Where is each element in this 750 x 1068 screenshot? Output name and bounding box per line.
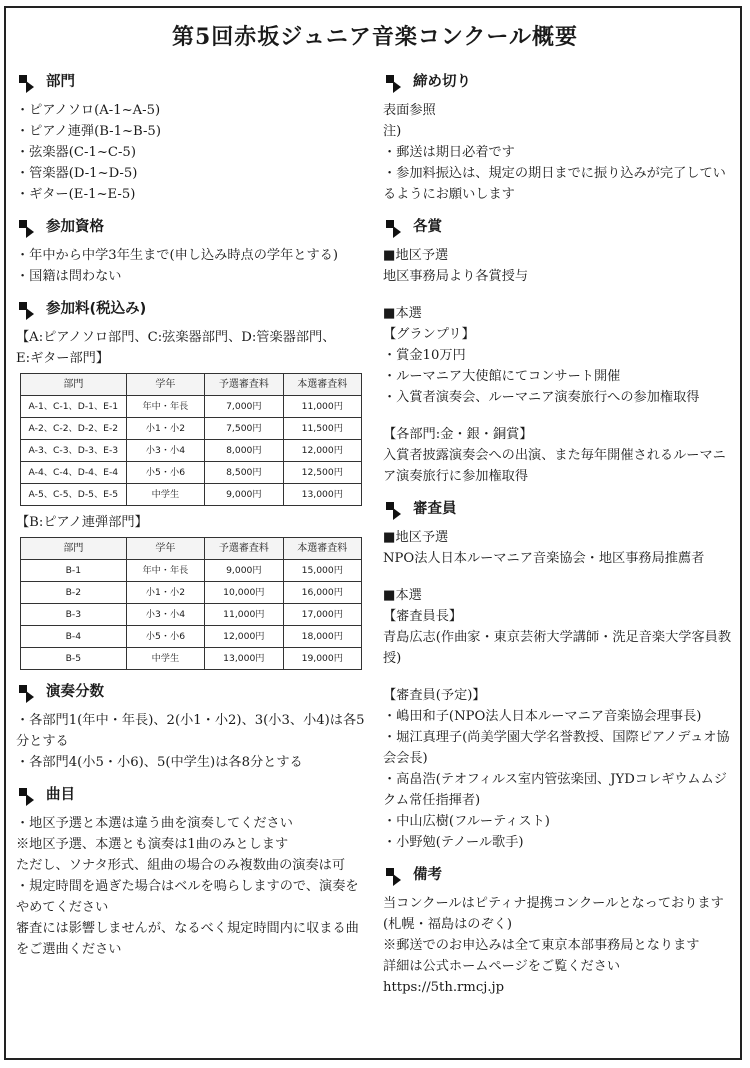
section-bumon bbox=[16, 70, 366, 205]
group-a-label-cont: E:ギター部門】 bbox=[16, 351, 110, 366]
table-cell: 18,000円 bbox=[283, 626, 361, 648]
section-bullet-icon bbox=[16, 300, 38, 318]
text-line: 青島広志(作曲家・東京芸術大学講師・洗足音楽大学客員教授) bbox=[383, 630, 732, 666]
section-heading bbox=[16, 680, 366, 704]
list-item: ・ピアノ連弾(B-1~B-5) bbox=[16, 124, 161, 139]
table-cell: 中学生 bbox=[126, 484, 204, 506]
fee-table-b bbox=[20, 537, 362, 670]
sub-label: ■地区予選 bbox=[383, 248, 449, 263]
section-kyoku bbox=[16, 783, 366, 960]
list-item: ・高畠浩(テオフィルス室内管弦楽団、JYDコレギウムムジクム常任指揮者) bbox=[383, 772, 727, 808]
list-item: ・国籍は問わない bbox=[16, 269, 122, 284]
table-cell: 7,500円 bbox=[205, 418, 283, 440]
section-bikou bbox=[383, 863, 735, 998]
list-item: ・規定時間を過ぎた場合はベルを鳴らしますので、演奏をやめてください bbox=[16, 879, 359, 915]
text-line: 地区事務局より各賞授与 bbox=[383, 269, 529, 284]
header-cell: 学年 bbox=[126, 374, 204, 396]
table-cell: 9,000円 bbox=[205, 484, 283, 506]
heading-text: 曲目 bbox=[46, 787, 75, 803]
text-line: 詳細は公式ホームページをご覧ください bbox=[383, 959, 621, 974]
table-row bbox=[21, 560, 362, 582]
section-bullet-icon bbox=[16, 786, 38, 804]
table-row bbox=[21, 626, 362, 648]
table-cell: 19,000円 bbox=[283, 648, 361, 670]
table-cell: 11,000円 bbox=[205, 604, 283, 626]
table-cell: 年中・年長 bbox=[126, 396, 204, 418]
list-item: ・中山広樹(フルーティスト) bbox=[383, 814, 550, 829]
header-cell: 予選審査料 bbox=[205, 538, 283, 560]
table-cell: A-2、C-2、D-2、E-2 bbox=[21, 418, 127, 440]
section-heading bbox=[16, 215, 366, 239]
text-line: NPO法人日本ルーマニア音楽協会・地区事務局推薦者 bbox=[383, 551, 705, 566]
list-item: ・入賞者演奏会、ルーマニア演奏旅行への参加権取得 bbox=[383, 390, 700, 405]
header-cell: 部門 bbox=[21, 538, 127, 560]
list-item: ※地区予選、本選とも演奏は1曲のみとします bbox=[16, 837, 289, 852]
heading-text: 部門 bbox=[46, 74, 75, 90]
table-cell: A-3、C-3、D-3、E-3 bbox=[21, 440, 127, 462]
section-bullet-icon bbox=[16, 218, 38, 236]
fee-table-a bbox=[20, 373, 362, 506]
sub-label: ■本選 bbox=[383, 588, 422, 603]
section-bullet-icon bbox=[383, 73, 405, 91]
table-cell: A-4、C-4、D-4、E-4 bbox=[21, 462, 127, 484]
list-item: ・地区予選と本選は違う曲を演奏してください bbox=[16, 816, 293, 831]
table-cell: 15,000円 bbox=[283, 560, 361, 582]
list-item: ・小野勉(テノール歌手) bbox=[383, 835, 524, 850]
table-header-row bbox=[21, 374, 362, 396]
table-row bbox=[21, 396, 362, 418]
table-cell: 中学生 bbox=[126, 648, 204, 670]
list-item: ただし、ソナタ形式、組曲の場合のみ複数曲の演奏は可 bbox=[16, 858, 346, 873]
section-bullet-icon bbox=[16, 683, 38, 701]
table-cell: 小1・小2 bbox=[126, 582, 204, 604]
table-cell: 小5・小6 bbox=[126, 462, 204, 484]
table-cell: 13,000円 bbox=[283, 484, 361, 506]
table-cell: B-1 bbox=[21, 560, 127, 582]
section-shikaku bbox=[16, 215, 366, 287]
heading-text: 各賞 bbox=[413, 219, 442, 235]
section-heading bbox=[383, 863, 735, 887]
table-cell: 16,000円 bbox=[283, 582, 361, 604]
section-heading bbox=[383, 215, 735, 239]
table-cell: 8,500円 bbox=[205, 462, 283, 484]
page-title: 第5回赤坂ジュニア音楽コンクール概要 bbox=[172, 24, 578, 50]
header-cell: 部門 bbox=[21, 374, 127, 396]
section-heading bbox=[16, 783, 366, 807]
table-row bbox=[21, 582, 362, 604]
table-cell: 9,000円 bbox=[205, 560, 283, 582]
text-line: ※郵送でのお申込みは全て東京本部事務局となります bbox=[383, 938, 700, 953]
section-ensou bbox=[16, 680, 366, 773]
section-shinsa bbox=[383, 497, 735, 853]
section-heading bbox=[383, 497, 735, 521]
section-heading bbox=[16, 70, 366, 94]
list-item: 注) bbox=[383, 124, 402, 139]
table-cell: 11,500円 bbox=[283, 418, 361, 440]
sub-label: 【各部門:金・銀・銅賞】 bbox=[383, 427, 533, 442]
table-cell: B-2 bbox=[21, 582, 127, 604]
table-cell: 小3・小4 bbox=[126, 604, 204, 626]
section-heading bbox=[16, 297, 366, 321]
table-cell: 8,000円 bbox=[205, 440, 283, 462]
heading-text: 審査員 bbox=[413, 501, 457, 517]
sub-label: 【グランプリ】 bbox=[383, 327, 475, 342]
table-cell: 12,000円 bbox=[205, 626, 283, 648]
table-row bbox=[21, 440, 362, 462]
sub-label: 【審査員(予定)】 bbox=[383, 688, 486, 703]
section-bullet-icon bbox=[383, 218, 405, 236]
heading-text: 備考 bbox=[413, 867, 442, 883]
document-page bbox=[4, 6, 742, 1060]
table-row bbox=[21, 604, 362, 626]
list-item: ・ルーマニア大使館にてコンサート開催 bbox=[383, 369, 621, 384]
list-item: 審査には影響しませんが、なるべく規定時間内に収まる曲をご選曲ください bbox=[16, 921, 359, 957]
list-item: ・堀江真理子(尚美学園大学名誉教授、国際ピアノデュオ協会会長) bbox=[383, 730, 730, 766]
header-cell: 本選審査料 bbox=[283, 374, 361, 396]
table-cell: 13,000円 bbox=[205, 648, 283, 670]
list-item: ・各部門4(小5・小6)、5(中学生)は各8分とする bbox=[16, 755, 303, 770]
table-cell: 7,000円 bbox=[205, 396, 283, 418]
table-cell: 年中・年長 bbox=[126, 560, 204, 582]
text-line: 当コンクールはピティナ提携コンクールとなっております(札幌・福島はのぞく) bbox=[383, 896, 724, 932]
table-cell: B-4 bbox=[21, 626, 127, 648]
table-row bbox=[21, 484, 362, 506]
section-bullet-icon bbox=[16, 73, 38, 91]
table-cell: 12,000円 bbox=[283, 440, 361, 462]
table-cell: A-5、C-5、D-5、E-5 bbox=[21, 484, 127, 506]
heading-text: 参加料(税込み) bbox=[46, 301, 147, 317]
header-cell: 予選審査料 bbox=[205, 374, 283, 396]
table-cell: 小3・小4 bbox=[126, 440, 204, 462]
list-item: ・嶋田和子(NPO法人日本ルーマニア音楽協会理事長) bbox=[383, 709, 702, 724]
table-cell: 11,000円 bbox=[283, 396, 361, 418]
heading-text: 締め切り bbox=[413, 74, 471, 90]
list-item: 表面参照 bbox=[383, 103, 436, 118]
header-cell: 学年 bbox=[126, 538, 204, 560]
table-cell: B-5 bbox=[21, 648, 127, 670]
table-cell: 小1・小2 bbox=[126, 418, 204, 440]
group-b-label: 【B:ピアノ連弾部門】 bbox=[16, 515, 148, 530]
table-cell: A-1、C-1、D-1、E-1 bbox=[21, 396, 127, 418]
table-header-row bbox=[21, 538, 362, 560]
table-cell: 小5・小6 bbox=[126, 626, 204, 648]
heading-text: 参加資格 bbox=[46, 219, 104, 235]
sub-label: ■本選 bbox=[383, 306, 422, 321]
section-heading bbox=[383, 70, 735, 94]
list-item: ・郵送は期日必着です bbox=[383, 145, 515, 160]
section-kakushou bbox=[383, 215, 735, 487]
list-item: ・参加料振込は、規定の期日までに振り込みが完了しているようにお願いします bbox=[383, 166, 726, 202]
section-bullet-icon bbox=[383, 500, 405, 518]
list-item: ・年中から中学3年生まで(申し込み時点の学年とする) bbox=[16, 248, 338, 263]
header-cell: 本選審査料 bbox=[283, 538, 361, 560]
table-row bbox=[21, 648, 362, 670]
list-item: ・賞金10万円 bbox=[383, 348, 466, 363]
website-url[interactable]: https://5th.rmcj.jp bbox=[383, 980, 505, 995]
section-shimekiri bbox=[383, 70, 735, 205]
sub-label: 【審査員長】 bbox=[383, 609, 463, 624]
table-cell: 10,000円 bbox=[205, 582, 283, 604]
heading-text: 演奏分数 bbox=[46, 684, 104, 700]
table-cell: 12,500円 bbox=[283, 462, 361, 484]
sub-label: ■地区予選 bbox=[383, 530, 449, 545]
list-item: ・各部門1(年中・年長)、2(小1・小2)、3(小3、小4)は各5分とする bbox=[16, 713, 365, 749]
text-line: 入賞者披露演奏会への出演、また毎年開催されるルーマニア演奏旅行に参加権取得 bbox=[383, 448, 726, 484]
left-column bbox=[16, 70, 366, 970]
section-bullet-icon bbox=[383, 866, 405, 884]
table-cell: B-3 bbox=[21, 604, 127, 626]
list-item: ・弦楽器(C-1~C-5) bbox=[16, 145, 136, 160]
right-column bbox=[383, 70, 735, 1008]
list-item: ・ピアノソロ(A-1~A-5) bbox=[16, 103, 161, 118]
table-row bbox=[21, 462, 362, 484]
section-fee bbox=[16, 297, 366, 670]
list-item: ・管楽器(D-1~D-5) bbox=[16, 166, 138, 181]
group-a-label: 【A:ピアノソロ部門、C:弦楽器部門、D:管楽器部門、 bbox=[16, 330, 336, 345]
table-row bbox=[21, 418, 362, 440]
table-cell: 17,000円 bbox=[283, 604, 361, 626]
list-item: ・ギター(E-1~E-5) bbox=[16, 187, 136, 202]
